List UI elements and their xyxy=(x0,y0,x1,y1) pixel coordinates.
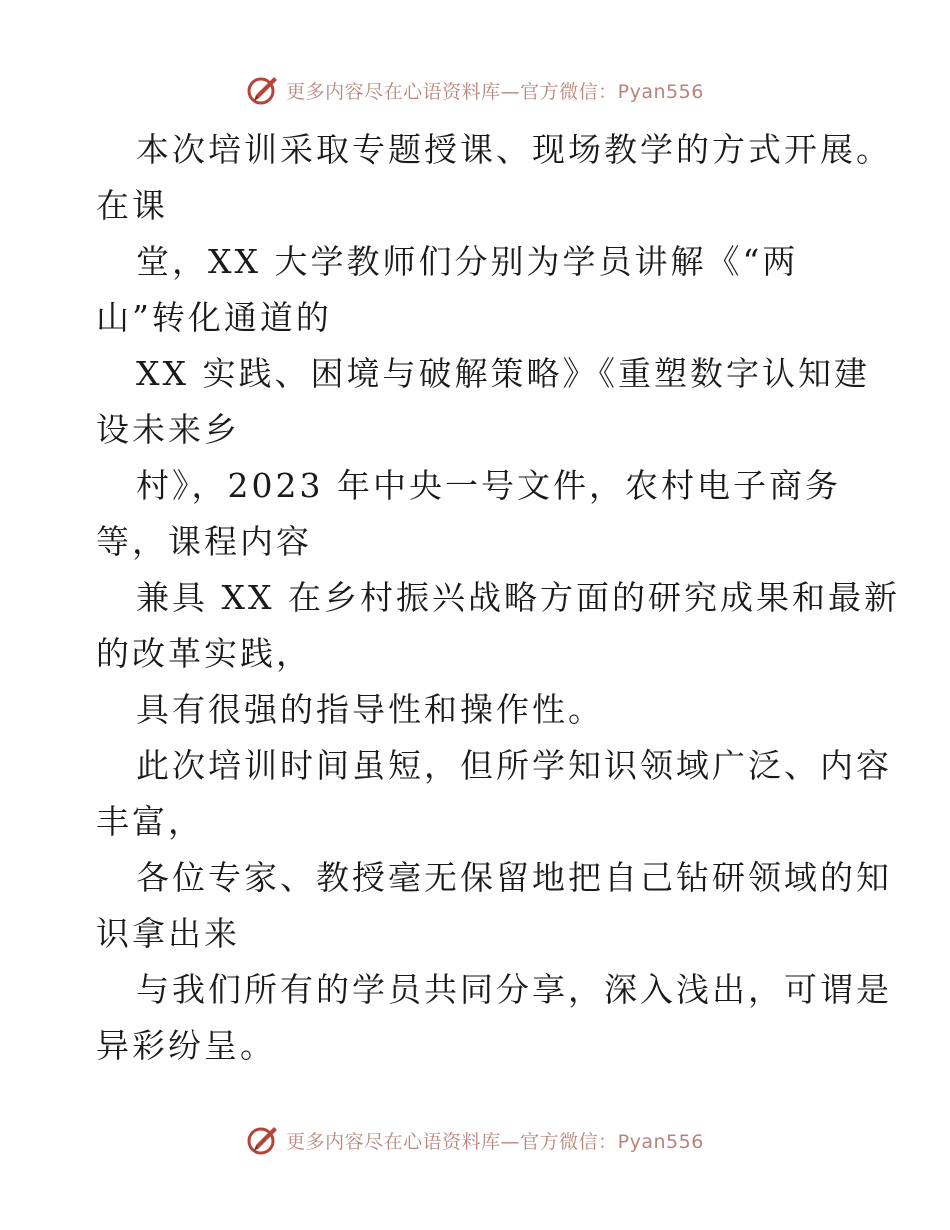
text-line: 此次培训时间虽短，但所学知识领域广泛、内容 xyxy=(136,746,892,785)
quill-pen-logo-icon xyxy=(246,1123,280,1157)
watermark-text: 更多内容尽在心语资料库—官方微信：Pyan556 xyxy=(286,1130,704,1153)
text-line: 山”转化通道的 xyxy=(96,298,332,337)
text-line: 的改革实践， xyxy=(96,634,312,673)
text-line: 设未来乡 xyxy=(96,410,240,449)
text-line: 在课 xyxy=(96,186,168,225)
text-line: 本次培训采取专题授课、现场教学的方式开展。 xyxy=(136,130,892,169)
quill-pen-logo-icon xyxy=(246,73,280,107)
text-line: 与我们所有的学员共同分享，深入浅出，可谓是 xyxy=(136,970,892,1009)
header-watermark-banner xyxy=(0,70,950,110)
text-line: 具有很强的指导性和操作性。 xyxy=(136,690,604,729)
text-line: 堂，XX 大学教师们分别为学员讲解《“两 xyxy=(136,242,799,281)
text-line: 异彩纷呈。 xyxy=(96,1026,276,1065)
footer-watermark-banner xyxy=(0,1120,950,1160)
text-line: 兼具 XX 在乡村振兴战略方面的研究成果和最新 xyxy=(136,578,900,617)
watermark-text: 更多内容尽在心语资料库—官方微信：Pyan556 xyxy=(286,80,704,103)
text-line: 识拿出来 xyxy=(96,914,240,953)
text-line: 村》，2023 年中央一号文件，农村电子商务 xyxy=(136,466,841,505)
text-line: 丰富， xyxy=(96,802,204,841)
text-line: 等，课程内容 xyxy=(96,522,312,561)
text-line: XX 实践、困境与破解策略》《重塑数字认知建 xyxy=(136,354,870,393)
document-body xyxy=(96,122,900,1074)
text-line: 各位专家、教授毫无保留地把自己钻研领域的知 xyxy=(136,858,892,897)
